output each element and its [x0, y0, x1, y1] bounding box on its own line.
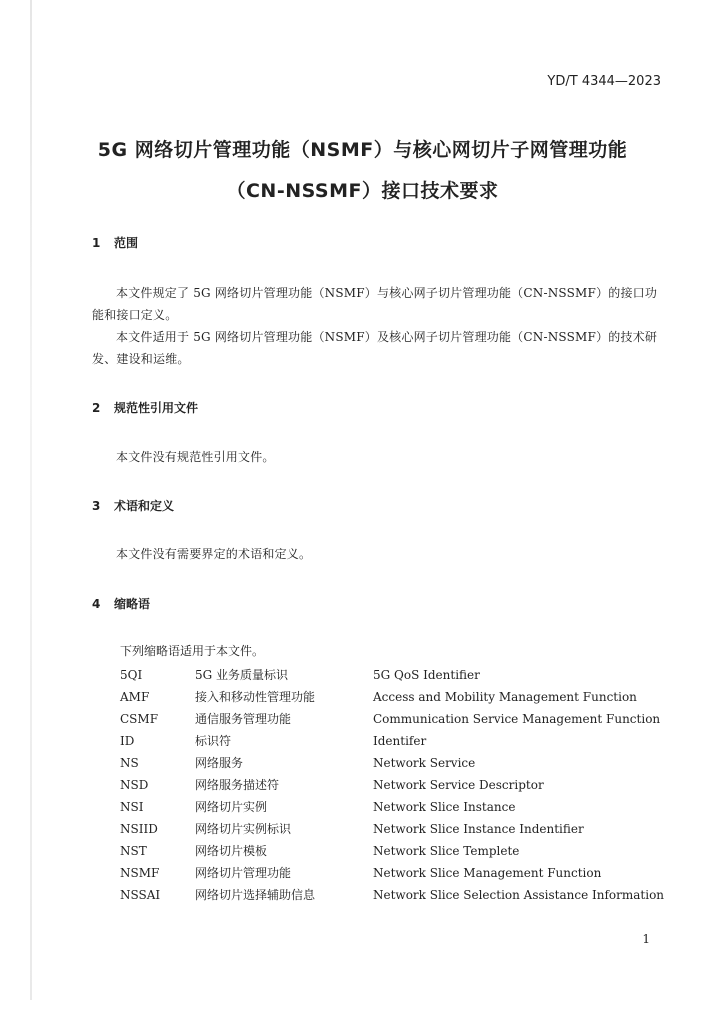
abbr-cell: CSMF	[120, 712, 159, 726]
section-number: 2	[92, 401, 101, 415]
english-term-cell: Network Slice Templete	[373, 844, 520, 858]
table-row	[120, 730, 673, 752]
normative-references-text: 本文件没有规范性引用文件。	[116, 450, 275, 464]
abbreviations-intro: 下列缩略语适用于本文件。	[120, 644, 265, 658]
section-title: 规范性引用文件	[114, 401, 199, 415]
chinese-term-cell: 网络切片管理功能	[195, 866, 292, 880]
table-row	[120, 774, 673, 796]
document-number: YD/T 4344—2023	[547, 74, 661, 89]
abbr-cell: NSIID	[120, 822, 158, 836]
table-row	[120, 664, 673, 686]
chinese-term-cell: 5G 业务质量标识	[195, 668, 289, 682]
chinese-term-cell: 标识符	[195, 734, 232, 748]
chinese-term-cell: 网络切片实例标识	[195, 822, 292, 836]
english-term-cell: Network Slice Instance	[373, 800, 516, 814]
english-term-cell: Access and Mobility Management Function	[373, 690, 637, 704]
abbr-cell: ID	[120, 734, 135, 748]
table-row	[120, 840, 673, 862]
abbr-cell: NS	[120, 756, 139, 770]
section-title: 缩略语	[114, 597, 151, 611]
table-row	[120, 752, 673, 774]
document-title-line-2: （CN-NSSMF）接口技术要求	[226, 180, 499, 202]
abbr-cell: NST	[120, 844, 147, 858]
section-number: 3	[92, 499, 101, 513]
abbreviations-table	[120, 664, 673, 906]
english-term-cell: 5G QoS Identifier	[373, 668, 480, 682]
abbr-cell: NSMF	[120, 866, 160, 880]
section-number: 4	[92, 597, 101, 611]
section-title: 术语和定义	[114, 499, 175, 513]
section-title: 范围	[114, 236, 139, 250]
scope-paragraph-1: 本文件规定了 5G 网络切片管理功能（NSMF）与核心网子切片管理功能（CN-NSSMF）的接口功能和接口定义。	[92, 286, 658, 322]
chinese-term-cell: 网络切片实例	[195, 800, 268, 814]
chinese-term-cell: 接入和移动性管理功能	[195, 690, 316, 704]
abbr-cell: AMF	[120, 690, 150, 704]
chinese-term-cell: 网络服务描述符	[195, 778, 280, 792]
table-row	[120, 818, 673, 840]
scope-body	[92, 282, 662, 370]
section-number: 1	[92, 236, 101, 250]
table-row	[120, 686, 673, 708]
normative-references-body	[92, 446, 662, 468]
english-term-cell: Network Slice Management Function	[373, 866, 602, 880]
section-heading-normative-references	[92, 399, 198, 416]
abbr-cell: 5QI	[120, 668, 143, 682]
page-number: 1	[642, 932, 650, 946]
section-heading-terms	[92, 497, 174, 514]
table-row	[120, 884, 673, 906]
chinese-term-cell: 网络切片选择辅助信息	[195, 888, 316, 902]
english-term-cell: Identifer	[373, 734, 427, 748]
terms-text: 本文件没有需要界定的术语和定义。	[116, 547, 312, 561]
section-heading-scope	[92, 234, 138, 251]
english-term-cell: Network Service	[373, 756, 476, 770]
table-row	[120, 862, 673, 884]
english-term-cell: Network Slice Selection Assistance Information	[373, 888, 665, 902]
section-heading-abbreviations	[92, 595, 150, 612]
abbr-cell: NSD	[120, 778, 149, 792]
terms-body	[92, 543, 662, 565]
english-term-cell: Network Service Descriptor	[373, 778, 544, 792]
chinese-term-cell: 通信服务管理功能	[195, 712, 292, 726]
document-title-line-1: 5G 网络切片管理功能（NSMF）与核心网切片子网管理功能	[97, 139, 628, 161]
chinese-term-cell: 网络服务	[195, 756, 244, 770]
abbr-cell: NSI	[120, 800, 144, 814]
table-row	[120, 708, 673, 730]
english-term-cell: Communication Service Management Function	[373, 712, 661, 726]
table-row	[120, 796, 673, 818]
chinese-term-cell: 网络切片模板	[195, 844, 268, 858]
english-term-cell: Network Slice Instance Indentifier	[373, 822, 584, 836]
scope-paragraph-2: 本文件适用于 5G 网络切片管理功能（NSMF）及核心网子切片管理功能（CN-NSSMF）的技术研发、建设和运维。	[92, 330, 658, 366]
abbr-cell: NSSAI	[120, 888, 161, 902]
